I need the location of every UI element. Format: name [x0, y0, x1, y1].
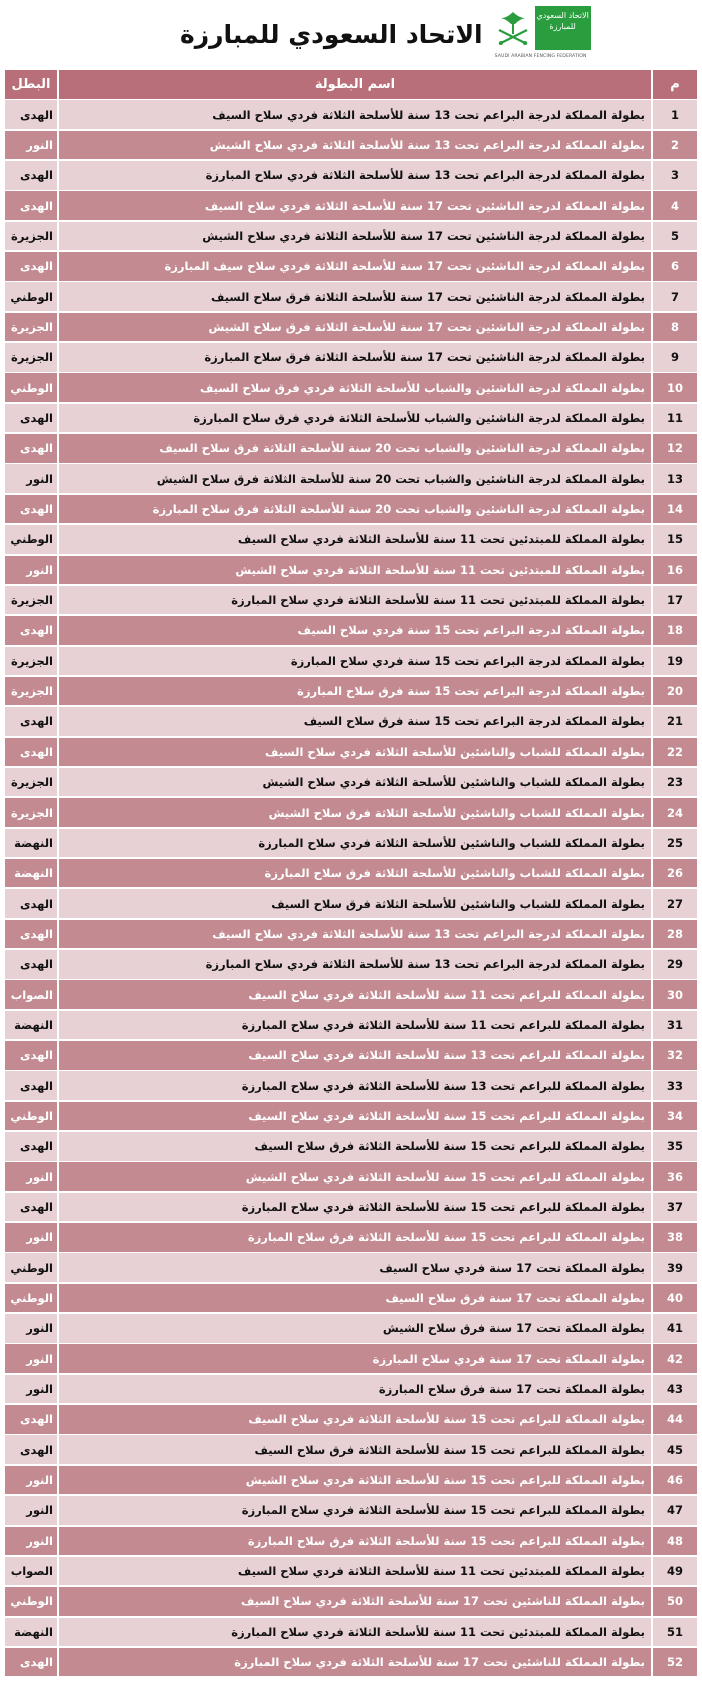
row-number-cell: 16 — [653, 556, 697, 585]
championship-name-cell: بطولة المملكة للشباب والناشئين للأسلحة الثلاثة فرق سلاح المبارزة — [59, 859, 651, 888]
champion-cell: الهدى — [5, 1132, 57, 1161]
table-row — [5, 404, 697, 433]
champion-cell: الهدى — [5, 950, 57, 979]
champion-cell: الوطني — [5, 282, 57, 311]
table-row — [5, 1435, 697, 1464]
table-row — [5, 100, 697, 129]
table-row — [5, 1071, 697, 1100]
table-row — [5, 980, 697, 1009]
champion-cell: الهدى — [5, 1193, 57, 1222]
table-row — [5, 1405, 697, 1434]
table-row — [5, 525, 697, 554]
table-row — [5, 1375, 697, 1404]
table-row — [5, 1587, 697, 1616]
championship-name-cell: بطولة المملكة للشباب والناشئين للأسلحة الثلاثة فردي سلاح السيف — [59, 738, 651, 767]
row-number-cell: 52 — [653, 1648, 697, 1677]
champion-cell: الهدى — [5, 616, 57, 645]
table-row — [5, 859, 697, 888]
row-number-cell: 13 — [653, 464, 697, 493]
championship-name-cell: بطولة المملكة لدرجة البراعم تحت 15 سنة فرق سلاح السيف — [59, 707, 651, 736]
row-number-cell: 22 — [653, 738, 697, 767]
row-number-cell: 39 — [653, 1253, 697, 1282]
championships-table — [5, 70, 697, 1678]
champion-cell: الصواب — [5, 980, 57, 1009]
row-number-cell: 20 — [653, 677, 697, 706]
row-number-cell: 8 — [653, 313, 697, 342]
championship-name-cell: بطولة المملكة لدرجة الناشئين تحت 17 سنة للأسلحة الثلاثة فرق سلاح السيف — [59, 282, 651, 311]
champion-cell: الهدى — [5, 161, 57, 190]
champion-cell: الوطني — [5, 1587, 57, 1616]
row-number-cell: 30 — [653, 980, 697, 1009]
championship-name-cell: بطولة المملكة تحت 17 سنة فردي سلاح السيف — [59, 1253, 651, 1282]
row-number-cell: 27 — [653, 889, 697, 918]
champion-cell: الجزيرة — [5, 768, 57, 797]
table-row — [5, 707, 697, 736]
champion-cell: الجزيرة — [5, 343, 57, 372]
champion-cell: النور — [5, 1375, 57, 1404]
table-row — [5, 1253, 697, 1282]
table-row — [5, 1527, 697, 1556]
row-number-cell: 21 — [653, 707, 697, 736]
championship-name-cell: بطولة المملكة للبراعم تحت 15 سنة للأسلحة الثلاثة فرق سلاح السيف — [59, 1132, 651, 1161]
row-number-cell: 49 — [653, 1557, 697, 1586]
champion-cell: الهدى — [5, 191, 57, 220]
champion-cell: النور — [5, 1466, 57, 1495]
column-header-number: م — [653, 70, 697, 99]
row-number-cell: 4 — [653, 191, 697, 220]
champion-cell: النهضة — [5, 829, 57, 858]
row-number-cell: 32 — [653, 1041, 697, 1070]
championship-name-cell: بطولة المملكة لدرجة البراعم تحت 13 سنة للأسلحة الثلاثة فردي سلاح السيف — [59, 100, 651, 129]
logo-text-ar: الاتحاد السعودي للمبارزة — [535, 6, 591, 50]
header-branding — [180, 2, 589, 66]
row-number-cell: 38 — [653, 1223, 697, 1252]
logo-text-en: SAUDI ARABIAN FENCING FEDERATION — [494, 54, 587, 59]
champion-cell: الوطني — [5, 373, 57, 402]
table-row — [5, 829, 697, 858]
championship-name-cell: بطولة المملكة لدرجة البراعم تحت 13 سنة للأسلحة الثلاثة فردي سلاح المبارزة — [59, 950, 651, 979]
row-number-cell: 9 — [653, 343, 697, 372]
row-number-cell: 3 — [653, 161, 697, 190]
table-row — [5, 920, 697, 949]
table-row — [5, 1344, 697, 1373]
table-row — [5, 798, 697, 827]
row-number-cell: 29 — [653, 950, 697, 979]
championship-name-cell: بطولة المملكة لدرجة البراعم تحت 15 سنة فرق سلاح المبارزة — [59, 677, 651, 706]
champion-cell: الهدى — [5, 100, 57, 129]
table-row — [5, 434, 697, 463]
championship-name-cell: بطولة المملكة للبراعم تحت 11 سنة للأسلحة الثلاثة فردي سلاح السيف — [59, 980, 651, 1009]
championship-name-cell: بطولة المملكة للناشئين تحت 17 سنة للأسلحة الثلاثة فردي سلاح السيف — [59, 1587, 651, 1616]
championship-name-cell: بطولة المملكة للمبتدئين تحت 11 سنة للأسلحة الثلاثة فردي سلاح المبارزة — [59, 586, 651, 615]
row-number-cell: 1 — [653, 100, 697, 129]
column-header-champion: البطل — [5, 70, 57, 99]
champion-cell: الهدى — [5, 434, 57, 463]
table-row — [5, 677, 697, 706]
table-row — [5, 191, 697, 220]
table-row — [5, 1162, 697, 1191]
table-row — [5, 647, 697, 676]
championship-name-cell: بطولة المملكة للبراعم تحت 13 سنة للأسلحة الثلاثة فردي سلاح المبارزة — [59, 1071, 651, 1100]
row-number-cell: 35 — [653, 1132, 697, 1161]
row-number-cell: 28 — [653, 920, 697, 949]
row-number-cell: 14 — [653, 495, 697, 524]
champion-cell: الهدى — [5, 404, 57, 433]
champion-cell: الوطني — [5, 1253, 57, 1282]
row-number-cell: 26 — [653, 859, 697, 888]
row-number-cell: 11 — [653, 404, 697, 433]
row-number-cell: 25 — [653, 829, 697, 858]
row-number-cell: 44 — [653, 1405, 697, 1434]
championship-name-cell: بطولة المملكة للمبتدئين تحت 11 سنة للأسلحة الثلاثة فردي سلاح المبارزة — [59, 1618, 651, 1647]
row-number-cell: 48 — [653, 1527, 697, 1556]
championship-name-cell: بطولة المملكة للبراعم تحت 15 سنة للأسلحة الثلاثة فردي سلاح السيف — [59, 1102, 651, 1131]
championship-name-cell: بطولة المملكة للشباب والناشئين للأسلحة الثلاثة فردي سلاح المبارزة — [59, 829, 651, 858]
table-row — [5, 282, 697, 311]
champion-cell: الوطني — [5, 1284, 57, 1313]
row-number-cell: 47 — [653, 1496, 697, 1525]
champion-cell: الجزيرة — [5, 586, 57, 615]
table-row — [5, 1648, 697, 1677]
champion-cell: الهدى — [5, 495, 57, 524]
table-header-row — [5, 70, 697, 99]
champion-cell: الوطني — [5, 1102, 57, 1131]
row-number-cell: 43 — [653, 1375, 697, 1404]
table-row — [5, 343, 697, 372]
table-row — [5, 950, 697, 979]
championship-name-cell: بطولة المملكة لدرجة الناشئين تحت 17 سنة للأسلحة الثلاثة فرق سلاح المبارزة — [59, 343, 651, 372]
championship-name-cell: بطولة المملكة للبراعم تحت 15 سنة للأسلحة الثلاثة فردي سلاح المبارزة — [59, 1496, 651, 1525]
championship-name-cell: بطولة المملكة لدرجة الناشئين تحت 17 سنة للأسلحة الثلاثة فردي سلاح سيف المبارزة — [59, 252, 651, 281]
champion-cell: النور — [5, 131, 57, 160]
row-number-cell: 31 — [653, 1011, 697, 1040]
table-row — [5, 1102, 697, 1131]
table-row — [5, 1618, 697, 1647]
champion-cell: الهدى — [5, 920, 57, 949]
championship-name-cell: بطولة المملكة للناشئين تحت 17 سنة للأسلحة الثلاثة فردي سلاح المبارزة — [59, 1648, 651, 1677]
row-number-cell: 36 — [653, 1162, 697, 1191]
championship-name-cell: بطولة المملكة للبراعم تحت 15 سنة للأسلحة الثلاثة فردي سلاح الشيش — [59, 1466, 651, 1495]
championship-name-cell: بطولة المملكة تحت 17 سنة فردي سلاح المبارزة — [59, 1344, 651, 1373]
championship-name-cell: بطولة المملكة تحت 17 سنة فرق سلاح الشيش — [59, 1314, 651, 1343]
champion-cell: النور — [5, 1344, 57, 1373]
row-number-cell: 42 — [653, 1344, 697, 1373]
championship-name-cell: بطولة المملكة للشباب والناشئين للأسلحة الثلاثة فردي سلاح الشيش — [59, 768, 651, 797]
table-row — [5, 313, 697, 342]
champion-cell: النور — [5, 1223, 57, 1252]
champion-cell: الصواب — [5, 1557, 57, 1586]
champion-cell: النور — [5, 1314, 57, 1343]
row-number-cell: 45 — [653, 1435, 697, 1464]
table-row — [5, 586, 697, 615]
table-row — [5, 131, 697, 160]
table-row — [5, 1314, 697, 1343]
table-row — [5, 616, 697, 645]
championship-name-cell: بطولة المملكة للبراعم تحت 15 سنة للأسلحة الثلاثة فرق سلاح السيف — [59, 1435, 651, 1464]
championship-name-cell: بطولة المملكة لدرجة البراعم تحت 13 سنة للأسلحة الثلاثة فردي سلاح السيف — [59, 920, 651, 949]
championship-name-cell: بطولة المملكة تحت 17 سنة فرق سلاح المبارزة — [59, 1375, 651, 1404]
row-number-cell: 7 — [653, 282, 697, 311]
championship-name-cell: بطولة المملكة لدرجة البراعم تحت 13 سنة للأسلحة الثلاثة فردي سلاح الشيش — [59, 131, 651, 160]
row-number-cell: 10 — [653, 373, 697, 402]
row-number-cell: 19 — [653, 647, 697, 676]
table-row — [5, 161, 697, 190]
champion-cell: الهدى — [5, 738, 57, 767]
champion-cell: الهدى — [5, 889, 57, 918]
row-number-cell: 51 — [653, 1618, 697, 1647]
championship-name-cell: بطولة المملكة للمبتدئين تحت 11 سنة للأسلحة الثلاثة فردي سلاح السيف — [59, 525, 651, 554]
crossed-swords-palm-icon — [491, 6, 535, 50]
row-number-cell: 46 — [653, 1466, 697, 1495]
table-row — [5, 1466, 697, 1495]
champion-cell: النهضة — [5, 859, 57, 888]
championship-name-cell: بطولة المملكة لدرجة الناشئين تحت 17 سنة للأسلحة الثلاثة فردي سلاح الشيش — [59, 222, 651, 251]
table-row — [5, 373, 697, 402]
championship-name-cell: بطولة المملكة لدرجة الناشئين تحت 17 سنة للأسلحة الثلاثة فرق سلاح الشيش — [59, 313, 651, 342]
championship-name-cell: بطولة المملكة لدرجة الناشئين والشباب تحت 20 سنة للأسلحة الثلاثة فرق سلاح المبارزة — [59, 495, 651, 524]
champion-cell: الهدى — [5, 1435, 57, 1464]
page-title: الاتحاد السعودي للمبارزة — [180, 19, 483, 49]
championship-name-cell: بطولة المملكة لدرجة الناشئين تحت 17 سنة للأسلحة الثلاثة فردي سلاح السيف — [59, 191, 651, 220]
row-number-cell: 40 — [653, 1284, 697, 1313]
champion-cell: النهضة — [5, 1618, 57, 1647]
championship-name-cell: بطولة المملكة للشباب والناشئين للأسلحة الثلاثة فرق سلاح الشيش — [59, 798, 651, 827]
table-row — [5, 252, 697, 281]
championship-name-cell: بطولة المملكة للبراعم تحت 15 سنة للأسلحة الثلاثة فردي سلاح المبارزة — [59, 1193, 651, 1222]
championship-name-cell: بطولة المملكة لدرجة الناشئين والشباب للأسلحة الثلاثة فردي فرق سلاح السيف — [59, 373, 651, 402]
champion-cell: الهدى — [5, 1041, 57, 1070]
champion-cell: الوطني — [5, 525, 57, 554]
table-row — [5, 889, 697, 918]
table-row — [5, 222, 697, 251]
row-number-cell: 6 — [653, 252, 697, 281]
table-row — [5, 1557, 697, 1586]
table-row — [5, 1284, 697, 1313]
champion-cell: الجزيرة — [5, 798, 57, 827]
champion-cell: الجزيرة — [5, 222, 57, 251]
row-number-cell: 37 — [653, 1193, 697, 1222]
row-number-cell: 17 — [653, 586, 697, 615]
row-number-cell: 15 — [653, 525, 697, 554]
champion-cell: الهدى — [5, 1405, 57, 1434]
table-row — [5, 738, 697, 767]
table-row — [5, 556, 697, 585]
championship-name-cell: بطولة المملكة للشباب والناشئين للأسلحة الثلاثة فرق سلاح السيف — [59, 889, 651, 918]
row-number-cell: 18 — [653, 616, 697, 645]
championship-name-cell: بطولة المملكة لدرجة البراعم تحت 13 سنة للأسلحة الثلاثة فردي سلاح المبارزة — [59, 161, 651, 190]
table-row — [5, 495, 697, 524]
championship-name-cell: بطولة المملكة للبراعم تحت 11 سنة للأسلحة الثلاثة فردي سلاح المبارزة — [59, 1011, 651, 1040]
championship-name-cell: بطولة المملكة للبراعم تحت 15 سنة للأسلحة الثلاثة فردي سلاح السيف — [59, 1405, 651, 1434]
row-number-cell: 41 — [653, 1314, 697, 1343]
table-row — [5, 1223, 697, 1252]
champion-cell: الجزيرة — [5, 313, 57, 342]
champion-cell: النور — [5, 556, 57, 585]
champion-cell: النور — [5, 1162, 57, 1191]
championship-name-cell: بطولة المملكة للمبتدئين تحت 11 سنة للأسلحة الثلاثة فردي سلاح السيف — [59, 1557, 651, 1586]
row-number-cell: 23 — [653, 768, 697, 797]
champion-cell: النور — [5, 1527, 57, 1556]
championship-name-cell: بطولة المملكة للبراعم تحت 13 سنة للأسلحة الثلاثة فردي سلاح السيف — [59, 1041, 651, 1070]
table-row — [5, 1011, 697, 1040]
table-row — [5, 464, 697, 493]
champion-cell: النور — [5, 1496, 57, 1525]
championship-name-cell: بطولة المملكة للمبتدئين تحت 11 سنة للأسلحة الثلاثة فردي سلاح الشيش — [59, 556, 651, 585]
table-row — [5, 1193, 697, 1222]
champion-cell: الهدى — [5, 707, 57, 736]
championship-name-cell: بطولة المملكة للبراعم تحت 15 سنة للأسلحة الثلاثة فرق سلاح المبارزة — [59, 1527, 651, 1556]
championship-name-cell: بطولة المملكة لدرجة الناشئين والشباب تحت 20 سنة للأسلحة الثلاثة فرق سلاح الشيش — [59, 464, 651, 493]
page-header — [0, 0, 702, 70]
championship-name-cell: بطولة المملكة لدرجة الناشئين والشباب تحت 20 سنة للأسلحة الثلاثة فرق سلاح السيف — [59, 434, 651, 463]
row-number-cell: 5 — [653, 222, 697, 251]
row-number-cell: 2 — [653, 131, 697, 160]
champion-cell: الهدى — [5, 1071, 57, 1100]
champion-cell: الجزيرة — [5, 677, 57, 706]
row-number-cell: 34 — [653, 1102, 697, 1131]
championship-name-cell: بطولة المملكة للبراعم تحت 15 سنة للأسلحة الثلاثة فرق سلاح المبارزة — [59, 1223, 651, 1252]
row-number-cell: 12 — [653, 434, 697, 463]
champion-cell: الجزيرة — [5, 647, 57, 676]
column-header-championship-name: اسم البطولة — [59, 70, 651, 99]
federation-logo — [491, 4, 591, 64]
table-row — [5, 1041, 697, 1070]
table-row — [5, 1496, 697, 1525]
champion-cell: النهضة — [5, 1011, 57, 1040]
logo-top — [491, 4, 591, 52]
champion-cell: النور — [5, 464, 57, 493]
championship-name-cell: بطولة المملكة لدرجة الناشئين والشباب للأسلحة الثلاثة فردي فرق سلاح المبارزة — [59, 404, 651, 433]
table-row — [5, 1132, 697, 1161]
championship-name-cell: بطولة المملكة لدرجة البراعم تحت 15 سنة فردي سلاح السيف — [59, 616, 651, 645]
championship-name-cell: بطولة المملكة تحت 17 سنة فرق سلاح السيف — [59, 1284, 651, 1313]
table-row — [5, 768, 697, 797]
champion-cell: الهدى — [5, 252, 57, 281]
champion-cell: الهدى — [5, 1648, 57, 1677]
row-number-cell: 33 — [653, 1071, 697, 1100]
row-number-cell: 50 — [653, 1587, 697, 1616]
row-number-cell: 24 — [653, 798, 697, 827]
championship-name-cell: بطولة المملكة لدرجة البراعم تحت 15 سنة فردي سلاح المبارزة — [59, 647, 651, 676]
championship-name-cell: بطولة المملكة للبراعم تحت 15 سنة للأسلحة الثلاثة فردي سلاح الشيش — [59, 1162, 651, 1191]
